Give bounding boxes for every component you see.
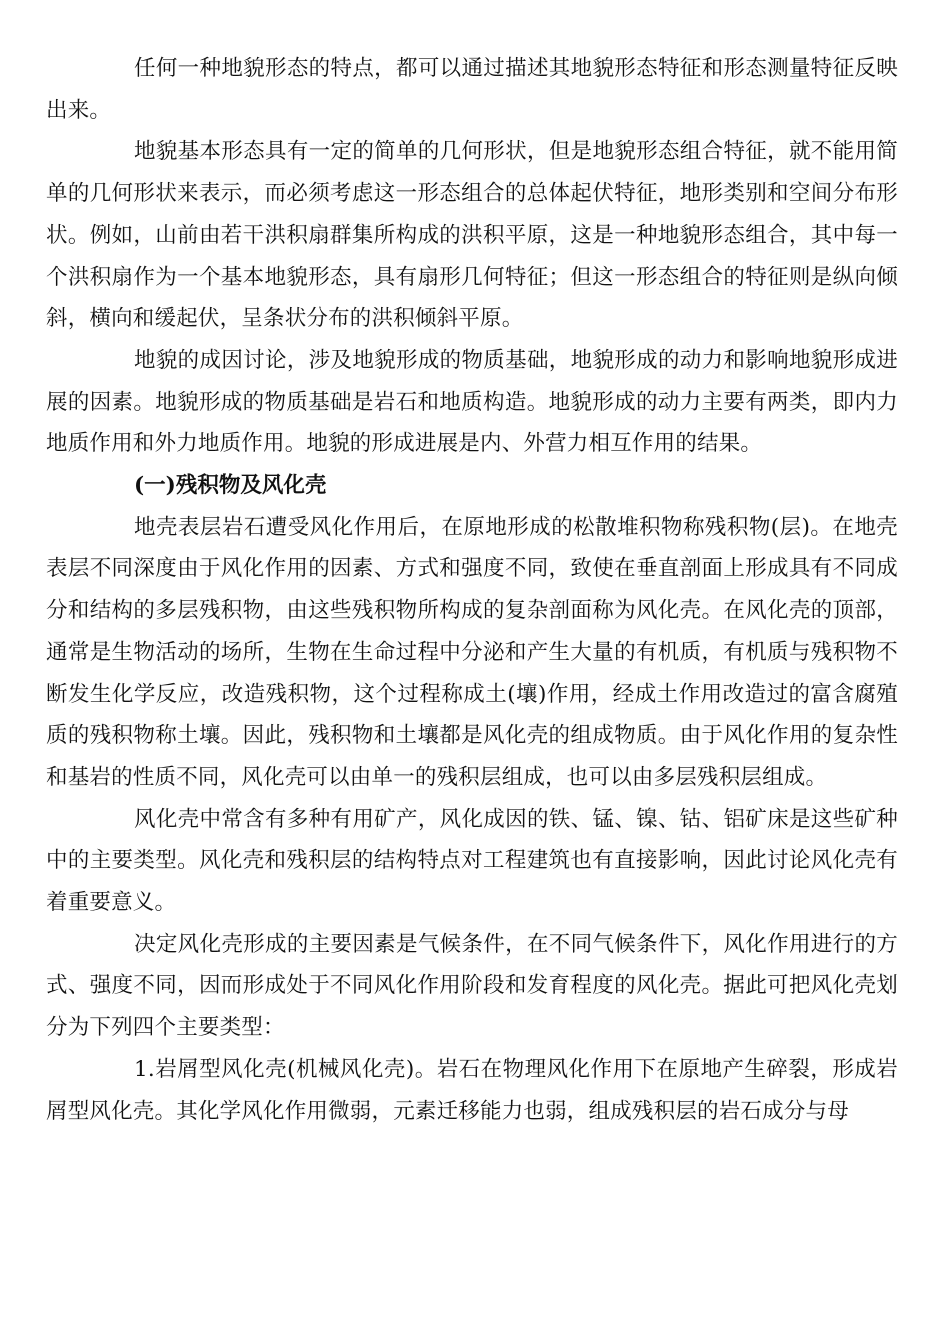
- paragraph-7: 1.岩屑型风化壳(机械风化壳)。岩石在物理风化作用下在原地产生碎裂，形成岩屑型风化壳。其化学风化作用微弱，元素迁移能力也弱，组成残积层的岩石成分与母: [46, 1056, 898, 1124]
- paragraph-4: 地壳表层岩石遭受风化作用后，在原地形成的松散堆积物称残积物(层)。在地壳表层不同深度由于风化作用的因素、方式和强度不同，致使在垂直剖面上形成具有不同成分和结构的多层残积物，由这些残积物所构成的复杂剖面称为风化壳。在风化壳的顶部，通常是生物活动的场所，生物在生命过程中分泌和产生大量的有机质，有机质与残积物不断发生化学反应，改造残积物，这个过程称成土(壤)作用，经成土作用改造过的富含腐殖质的残积物称土壤。因此，残积物和土壤都是风化壳的组成物质。由于风化作用的复杂性和基岩的性质不同，风化壳可以由单一的残积层组成，也可以由多层残积层组成。: [46, 514, 898, 790]
- paragraph-1: 任何一种地貌形态的特点，都可以通过描述其地貌形态特征和形态测量特征反映出来。: [46, 56, 898, 123]
- section-heading: (一)残积物及风化壳: [134, 473, 327, 499]
- paragraph-6: 决定风化壳形成的主要因素是气候条件，在不同气候条件下，风化作用进行的方式、强度不同，因而形成处于不同风化作用阶段和发育程度的风化壳。据此可把风化壳划分为下列四个主要类型：: [46, 931, 898, 1041]
- paragraph-3: 地貌的成因讨论，涉及地貌形成的物质基础，地貌形成的动力和影响地貌形成进展的因素。地貌形成的物质基础是岩石和地质构造。地貌形成的动力主要有两类，即内力地质作用和外力地质作用。地貌的形成进展是内、外营力相互作用的结果。: [46, 347, 898, 457]
- paragraph-5: 风化壳中常含有多种有用矿产，风化成因的铁、锰、镍、钴、铝矿床是这些矿种中的主要类型。风化壳和残积层的结构特点对工程建筑也有直接影响，因此讨论风化壳有着重要意义。: [46, 806, 898, 916]
- paragraph-2: 地貌基本形态具有一定的简单的几何形状，但是地貌形态组合特征，就不能用简单的几何形状来表示，而必须考虑这一形态组合的总体起伏特征，地形类别和空间分布形状。例如，山前由若干洪积扇群集所构成的洪积平原，这是一种地貌形态组合，其中每一个洪积扇作为一个基本地貌形态，具有扇形几何特征；但这一形态组合的特征则是纵向倾斜，横向和缓起伏，呈条状分布的洪积倾斜平原。: [46, 139, 898, 332]
